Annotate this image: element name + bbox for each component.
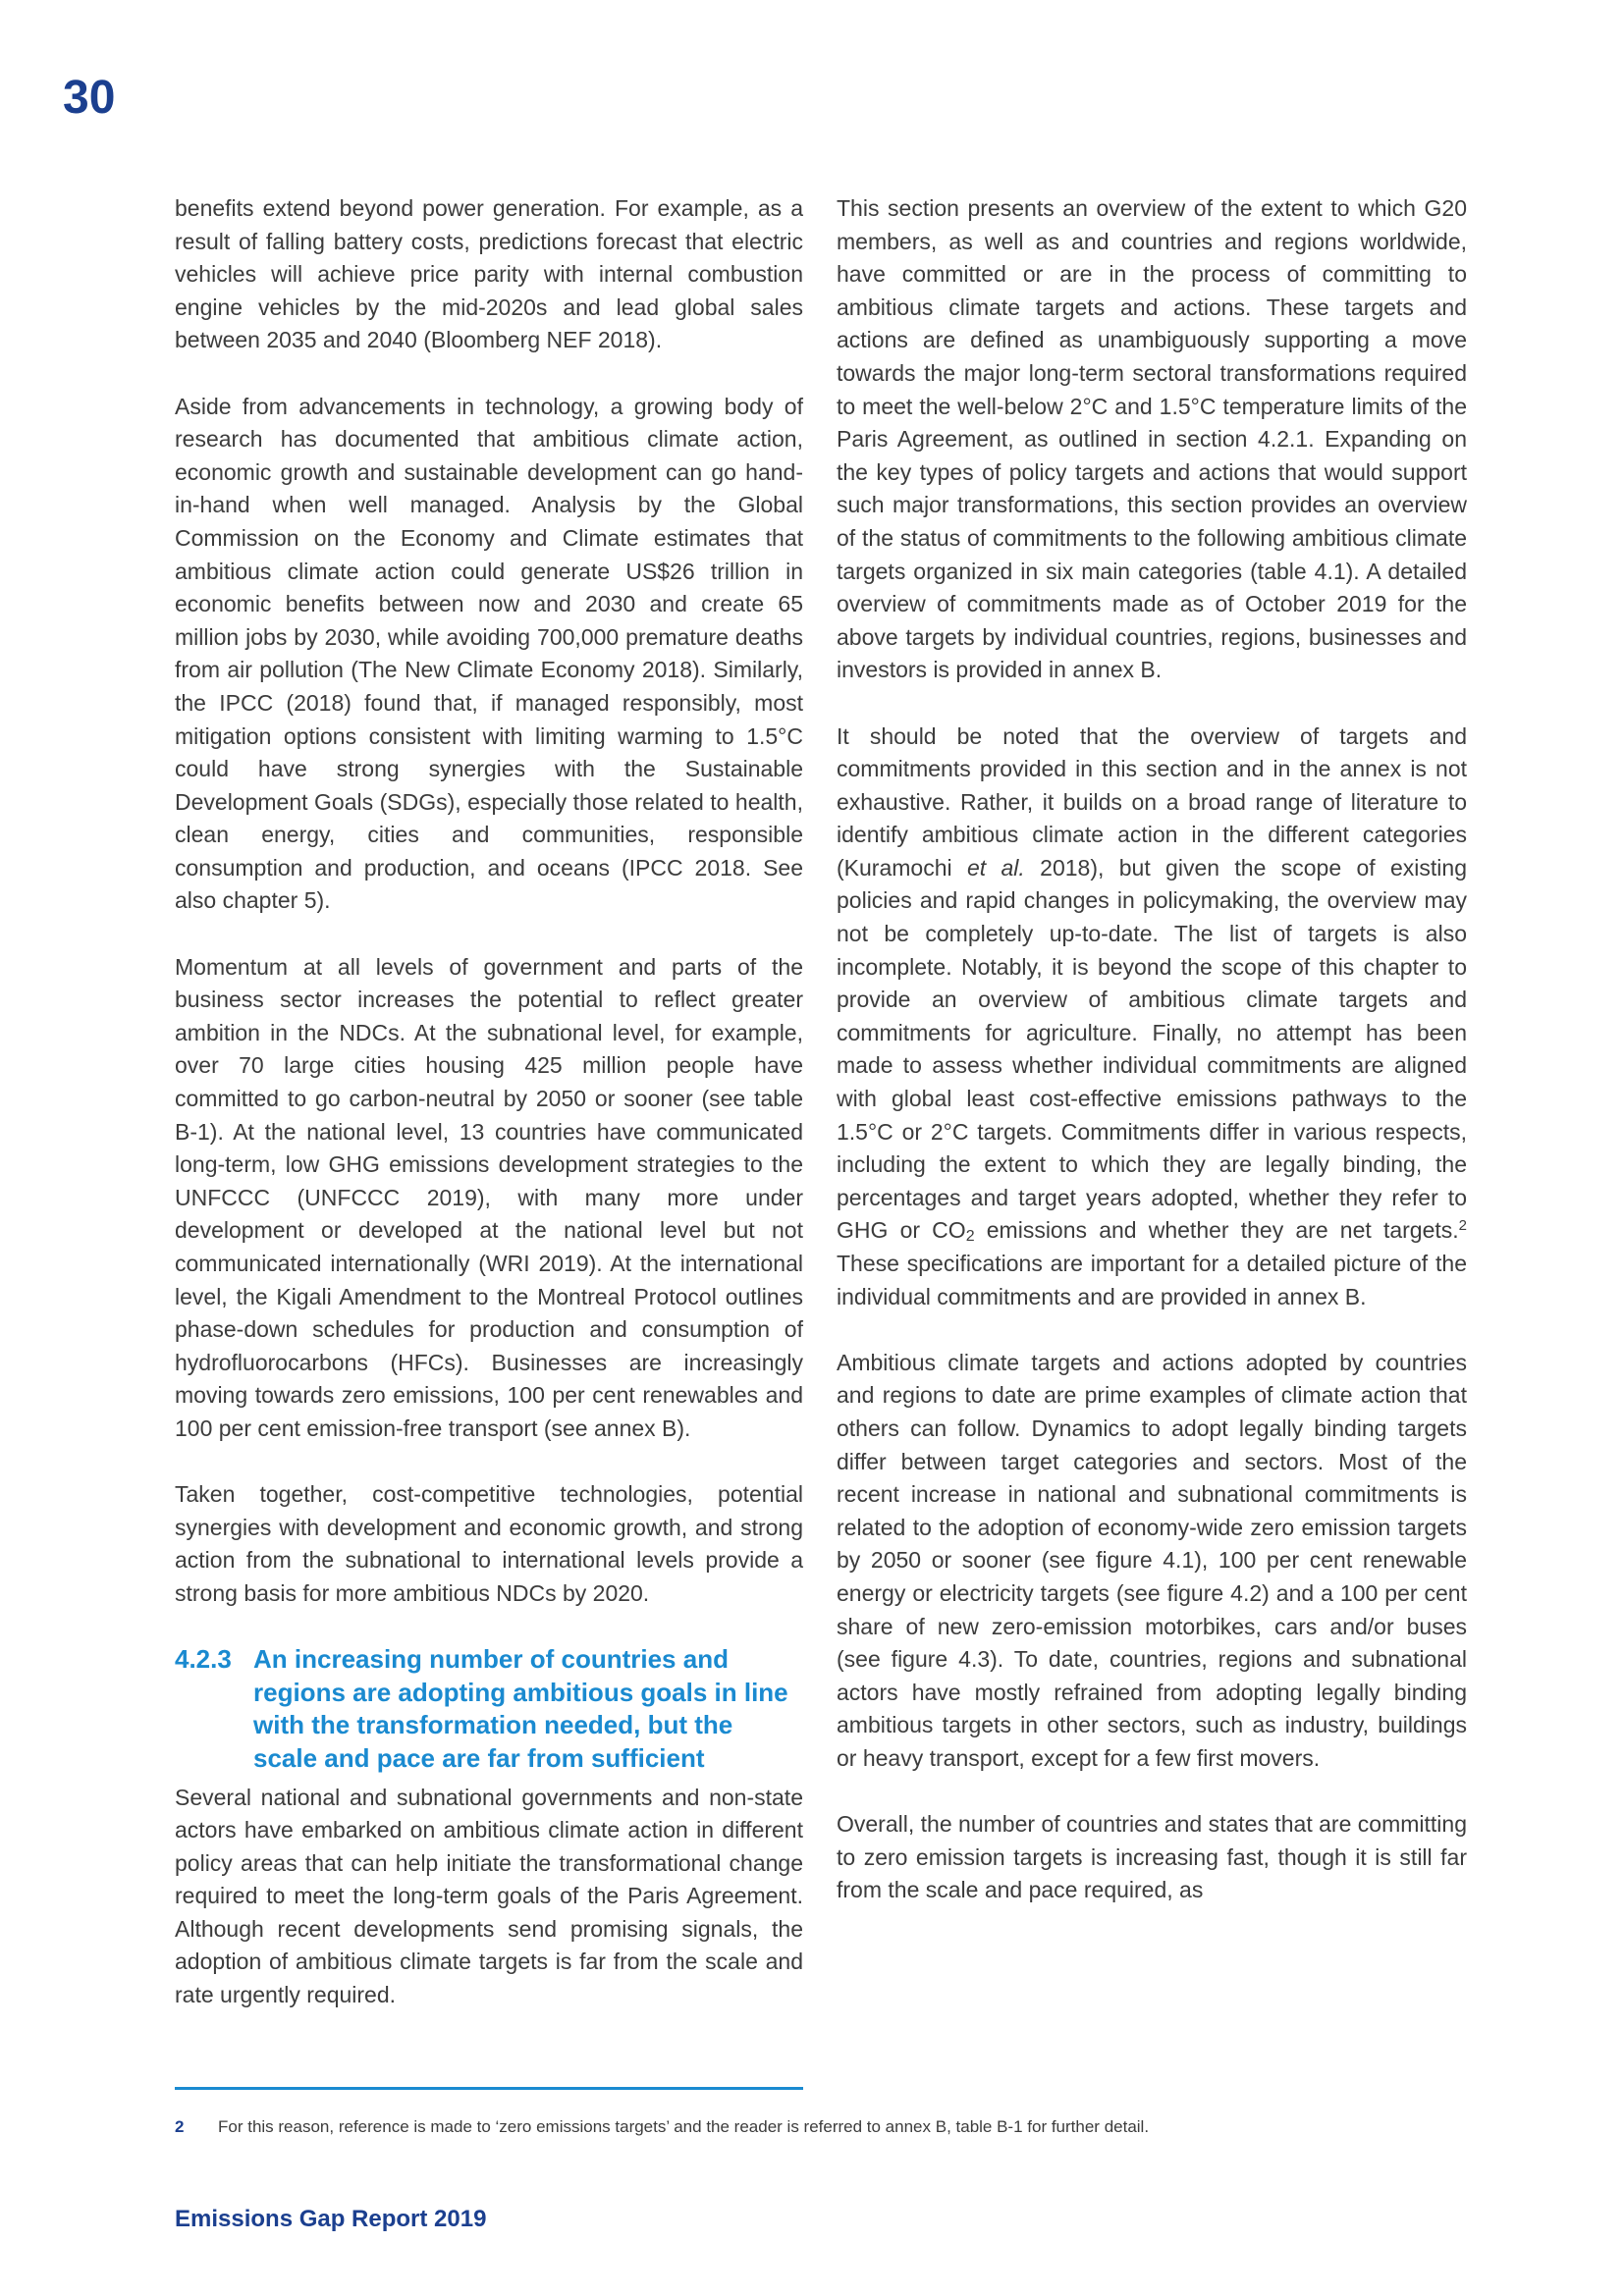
left-column — [175, 192, 803, 2012]
paragraph-left-2: Aside from advancements in technology, a growing body of research has documented that ambitious climate action, economic growth and sustainable development can go hand-in-hand when well managed. Analysis by the Global Commission on the Economy and Climate estimates that ambitious climate action could generate US$26 trillion in economic benefits between now and 2030 and create 65 million jobs by 2030, while avoiding 700,000 premature deaths from air pollution (The New Climate Economy 2018). Similarly, the IPCC (2018) found that, if managed responsibly, most mitigation options consistent with limiting warming to 1.5°C could have strong synergies with the Sustainable Development Goals (SDGs), especially those related to health, clean energy, cities and communities, responsible consumption and production, and oceans (IPCC 2018. See also chapter 5). — [175, 393, 803, 914]
footnote-divider — [175, 2087, 803, 2090]
paragraph-left-4: Taken together, cost-competitive technologies, potential synergies with development and economic growth, and strong action from the subnational to international levels provide a strong basis for more ambitious NDCs by 2020. — [175, 1481, 803, 1606]
paragraph-right-4: Overall, the number of countries and states that are committing to zero emission targets is increasing fast, though it is still far from the scale and pace required, as — [837, 1811, 1467, 1903]
paragraph-right-2 — [837, 721, 1467, 1314]
page-number: 30 — [63, 72, 116, 124]
co2-subscript: 2 — [965, 1228, 975, 1246]
paragraph-right-2-part-d: These specifications are important for a detailed picture of the individual commitments and are provided in annex B. — [837, 1251, 1467, 1309]
section-heading-number: 4.2.3 — [175, 1644, 232, 1675]
right-column — [837, 192, 1467, 1907]
paragraph-right-2-part-a: It should be noted that the overview of targets and commitments provided in this section and in the annex is not exhaustive. Rather, it builds on a broad range of literature to identify ambitious climate action in the different categories (Kuramochi — [837, 722, 1467, 881]
paragraph-right-1: This section presents an overview of the extent to which G20 members, as well as and countries and regions worldwide, have committed or are in the process of committing to ambitious climate targets and actions. These targets and actions are defined as unambiguously supporting a move towards the major long-term sectoral transformations required to meet the well-below 2°C and 1.5°C temperature limits of the Paris Agreement, as outlined in section 4.2.1. Expanding on the key types of policy targets and actions that would support such major transformations, this section provides an overview of the status of commitments to the following ambitious climate targets organized in six main categories (table 4.1). A detailed overview of commitments made as of October 2019 for the above targets by individual countries, regions, businesses and investors is provided in annex B. — [837, 195, 1467, 683]
footer-report-title: Emissions Gap Report 2019 — [175, 2206, 487, 2232]
paragraph-left-3: Momentum at all levels of government and parts of the business sector increases the potential to reflect greater ambition in the NDCs. At the subnational level, for example, over 70 large cities housing 425 million people have committed to go carbon-neutral by 2050 or sooner (see table B-1). At the national level, 13 countries have communicated long-term, low GHG emissions development strategies to the UNFCCC (UNFCCC 2019), with many more under development or developed at the national level but not communicated internationally (WRI 2019). At the international level, the Kigali Amendment to the Montreal Protocol outlines phase-down schedules for production and consumption of hydrofluorocarbons (HFCs). Businesses are increasingly moving towards zero emissions, 100 per cent renewables and 100 per cent emission-free transport (see annex B). — [175, 953, 803, 1441]
section-heading — [175, 1643, 803, 1775]
paragraph-right-2-part-c: emissions and whether they are net targets. — [974, 1217, 1459, 1244]
paragraph-right-2-part-b: 2018), but given the scope of existing policies and rapid changes in policymaking, the overview may not be completely up-to-date. The list of targets is also incomplete. Notably, it is beyond the scope of this chapter to provide an overview of ambitious climate targets and commitments for agriculture. Finally, no attempt has been made to assess whether individual commitments are aligned with global least cost-effective emissions pathways to the 1.5°C or 2°C targets. Commitments differ in various respects, including the extent to which they are legally binding, the percentages and target years adopted, whether they refer to GHG or CO — [837, 854, 1467, 1244]
footnote-number: 2 — [175, 2117, 185, 2136]
footnote-text: For this reason, reference is made to ‘zero emissions targets’ and the reader is referred to annex B, table B-1 for further detail. — [218, 2117, 1150, 2136]
footnote-reference[interactable]: 2 — [1458, 1217, 1467, 1235]
paragraph-right-2-et-al: et al. — [966, 854, 1025, 881]
paragraph-left-1: benefits extend beyond power generation. For example, as a result of falling battery costs, predictions forecast that electric vehicles will achieve price parity with internal combustion engine vehicles by the mid-2020s and lead global sales between 2035 and 2040 (Bloomberg NEF 2018). — [175, 195, 803, 353]
footnote — [175, 2116, 1149, 2138]
paragraph-right-3: Ambitious climate targets and actions adopted by countries and regions to date are prime examples of climate action that others can follow. Dynamics to adopt legally binding targets differ between target categories and sectors. Most of the recent increase in national and subnational commitments is related to the adoption of economy-wide zero emission targets by 2050 or sooner (see figure 4.1), 100 per cent renewable energy or electricity targets (see figure 4.2) and a 100 per cent share of new zero-emission motorbikes, cars and/or buses (see figure 4.3). To date, countries, regions and subnational actors have mostly refrained from adopting legally binding ambitious targets in other sectors, such as industry, buildings or heavy transport, except for a few first movers. — [837, 1349, 1467, 1771]
paragraph-left-5: Several national and subnational governments and non-state actors have embarked on ambitious climate action in different policy areas that can help initiate the transformational change required to meet the long-term goals of the Paris Agreement. Although recent developments send promising signals, the adoption of ambitious climate targets is far from the scale and rate urgently required. — [175, 1784, 803, 2008]
section-heading-text: An increasing number of countries and regions are adopting ambitious goals in line with the transformation needed, but the scale and pace are far from sufficient — [253, 1644, 788, 1773]
